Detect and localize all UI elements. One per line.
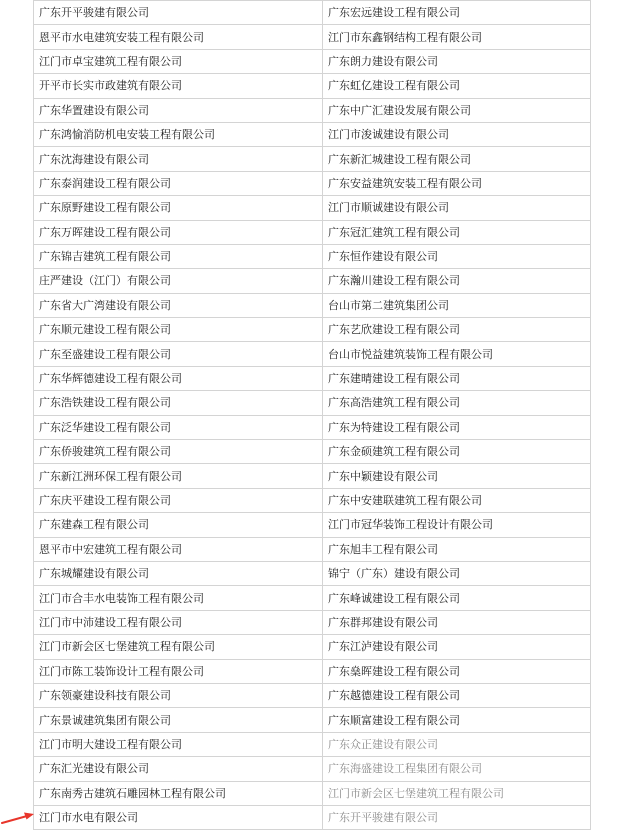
company-name-right: 广东虹亿建设工程有限公司 bbox=[323, 74, 591, 98]
table-row bbox=[34, 25, 591, 49]
table-row bbox=[34, 586, 591, 610]
table-row bbox=[34, 537, 591, 561]
company-name-left: 江门市陈工装饰设计工程有限公司 bbox=[34, 659, 323, 683]
company-name-right: 广东海盛建设工程集团有限公司 bbox=[323, 757, 591, 781]
company-name-right: 广东艺欣建设工程有限公司 bbox=[323, 318, 591, 342]
table-row bbox=[34, 513, 591, 537]
company-name-right: 广东开平骏建有限公司 bbox=[323, 805, 591, 829]
table-row bbox=[34, 244, 591, 268]
table-row bbox=[34, 269, 591, 293]
company-name-right: 广东中广汇建设发展有限公司 bbox=[323, 98, 591, 122]
table-row bbox=[34, 1, 591, 25]
company-name-right: 江门市东鑫钢结构工程有限公司 bbox=[323, 25, 591, 49]
company-name-right: 广东瀚川建设工程有限公司 bbox=[323, 269, 591, 293]
company-name-left: 广东泛华建设工程有限公司 bbox=[34, 415, 323, 439]
company-name-right: 锦宁（广东）建设有限公司 bbox=[323, 561, 591, 585]
company-name-left: 广东南秀古建筑石雕园林工程有限公司 bbox=[34, 781, 323, 805]
table-row bbox=[34, 440, 591, 464]
company-name-right: 广东中颖建设有限公司 bbox=[323, 464, 591, 488]
company-name-left: 广东省大广湾建设有限公司 bbox=[34, 293, 323, 317]
company-name-left: 广东万晖建设工程有限公司 bbox=[34, 220, 323, 244]
company-name-right: 广东众正建设有限公司 bbox=[323, 732, 591, 756]
table-row bbox=[34, 732, 591, 756]
table-row bbox=[34, 196, 591, 220]
table-row bbox=[34, 318, 591, 342]
company-name-right: 广东越德建设工程有限公司 bbox=[323, 683, 591, 707]
table-row bbox=[34, 635, 591, 659]
company-name-left: 江门市卓宝建筑工程有限公司 bbox=[34, 49, 323, 73]
company-name-right: 广东中安建联建筑工程有限公司 bbox=[323, 488, 591, 512]
table-row bbox=[34, 683, 591, 707]
company-name-right: 广东顺富建设工程有限公司 bbox=[323, 708, 591, 732]
company-table bbox=[33, 0, 591, 830]
table-row bbox=[34, 342, 591, 366]
company-name-left: 江门市水电有限公司 bbox=[34, 805, 323, 829]
table-row bbox=[34, 610, 591, 634]
company-name-left: 广东景诚建筑集团有限公司 bbox=[34, 708, 323, 732]
company-name-left: 江门市新会区七堡建筑工程有限公司 bbox=[34, 635, 323, 659]
company-name-right: 广东金硕建筑工程有限公司 bbox=[323, 440, 591, 464]
company-name-right: 广东新汇城建设工程有限公司 bbox=[323, 147, 591, 171]
company-name-left: 广东鸿愉消防机电安装工程有限公司 bbox=[34, 122, 323, 146]
company-name-right: 广东峰诚建设工程有限公司 bbox=[323, 586, 591, 610]
table-row bbox=[34, 708, 591, 732]
table-row bbox=[34, 220, 591, 244]
table-row bbox=[34, 49, 591, 73]
company-name-right: 台山市第二建筑集团公司 bbox=[323, 293, 591, 317]
table-row bbox=[34, 781, 591, 805]
company-table-container bbox=[33, 0, 590, 830]
company-name-right: 广东朗力建设有限公司 bbox=[323, 49, 591, 73]
company-name-right: 江门市浚诚建设有限公司 bbox=[323, 122, 591, 146]
table-row bbox=[34, 74, 591, 98]
company-name-right: 江门市顺诚建设有限公司 bbox=[323, 196, 591, 220]
company-name-right: 广东宏远建设工程有限公司 bbox=[323, 1, 591, 25]
table-row bbox=[34, 659, 591, 683]
company-name-left: 广东庆平建设工程有限公司 bbox=[34, 488, 323, 512]
company-name-left: 广东华置建设有限公司 bbox=[34, 98, 323, 122]
company-name-left: 广东至盛建设工程有限公司 bbox=[34, 342, 323, 366]
company-name-left: 广东侨骏建筑工程有限公司 bbox=[34, 440, 323, 464]
company-name-right: 江门市新会区七堡建筑工程有限公司 bbox=[323, 781, 591, 805]
company-name-right: 广东高浩建筑工程有限公司 bbox=[323, 391, 591, 415]
red-arrow-icon bbox=[1, 810, 35, 824]
company-name-left: 江门市中沛建设工程有限公司 bbox=[34, 610, 323, 634]
company-name-left: 广东开平骏建有限公司 bbox=[34, 1, 323, 25]
company-name-left: 广东泰润建设工程有限公司 bbox=[34, 171, 323, 195]
company-name-left: 广东城耀建设有限公司 bbox=[34, 561, 323, 585]
company-name-right: 广东江泸建设有限公司 bbox=[323, 635, 591, 659]
table-row bbox=[34, 464, 591, 488]
table-row bbox=[34, 561, 591, 585]
table-row bbox=[34, 488, 591, 512]
company-name-right: 广东恒作建设有限公司 bbox=[323, 244, 591, 268]
table-row bbox=[34, 805, 591, 829]
table-row bbox=[34, 171, 591, 195]
company-name-right: 广东旭丰工程有限公司 bbox=[323, 537, 591, 561]
company-name-left: 广东沈海建设有限公司 bbox=[34, 147, 323, 171]
company-name-left: 江门市明大建设工程有限公司 bbox=[34, 732, 323, 756]
company-name-left: 恩平市水电建筑安装工程有限公司 bbox=[34, 25, 323, 49]
company-name-left: 广东锦吉建筑工程有限公司 bbox=[34, 244, 323, 268]
company-name-left: 广东浩铁建设工程有限公司 bbox=[34, 391, 323, 415]
company-name-right: 江门市冠华装饰工程设计有限公司 bbox=[323, 513, 591, 537]
table-row bbox=[34, 122, 591, 146]
company-name-left: 广东汇光建设有限公司 bbox=[34, 757, 323, 781]
company-name-left: 江门市合丰水电装饰工程有限公司 bbox=[34, 586, 323, 610]
company-name-left: 广东华辉德建设工程有限公司 bbox=[34, 366, 323, 390]
company-name-right: 台山市悦益建筑装饰工程有限公司 bbox=[323, 342, 591, 366]
company-name-right: 广东为特建设工程有限公司 bbox=[323, 415, 591, 439]
company-table-body bbox=[34, 1, 591, 830]
table-row bbox=[34, 415, 591, 439]
table-row bbox=[34, 391, 591, 415]
company-name-left: 开平市长实市政建筑有限公司 bbox=[34, 74, 323, 98]
table-row bbox=[34, 98, 591, 122]
table-row bbox=[34, 757, 591, 781]
company-name-left: 庄严建设（江门）有限公司 bbox=[34, 269, 323, 293]
company-name-left: 广东新江洲环保工程有限公司 bbox=[34, 464, 323, 488]
company-name-left: 广东建森工程有限公司 bbox=[34, 513, 323, 537]
company-name-left: 恩平市中宏建筑工程有限公司 bbox=[34, 537, 323, 561]
company-name-right: 广东建晴建设工程有限公司 bbox=[323, 366, 591, 390]
company-name-right: 广东燊晖建设工程有限公司 bbox=[323, 659, 591, 683]
table-row bbox=[34, 366, 591, 390]
company-name-left: 广东原野建设工程有限公司 bbox=[34, 196, 323, 220]
company-name-left: 广东顺元建设工程有限公司 bbox=[34, 318, 323, 342]
table-row bbox=[34, 293, 591, 317]
table-row bbox=[34, 147, 591, 171]
company-name-left: 广东领豪建设科技有限公司 bbox=[34, 683, 323, 707]
company-name-right: 广东冠汇建筑工程有限公司 bbox=[323, 220, 591, 244]
company-name-right: 广东安益建筑安装工程有限公司 bbox=[323, 171, 591, 195]
company-name-right: 广东群邦建设有限公司 bbox=[323, 610, 591, 634]
